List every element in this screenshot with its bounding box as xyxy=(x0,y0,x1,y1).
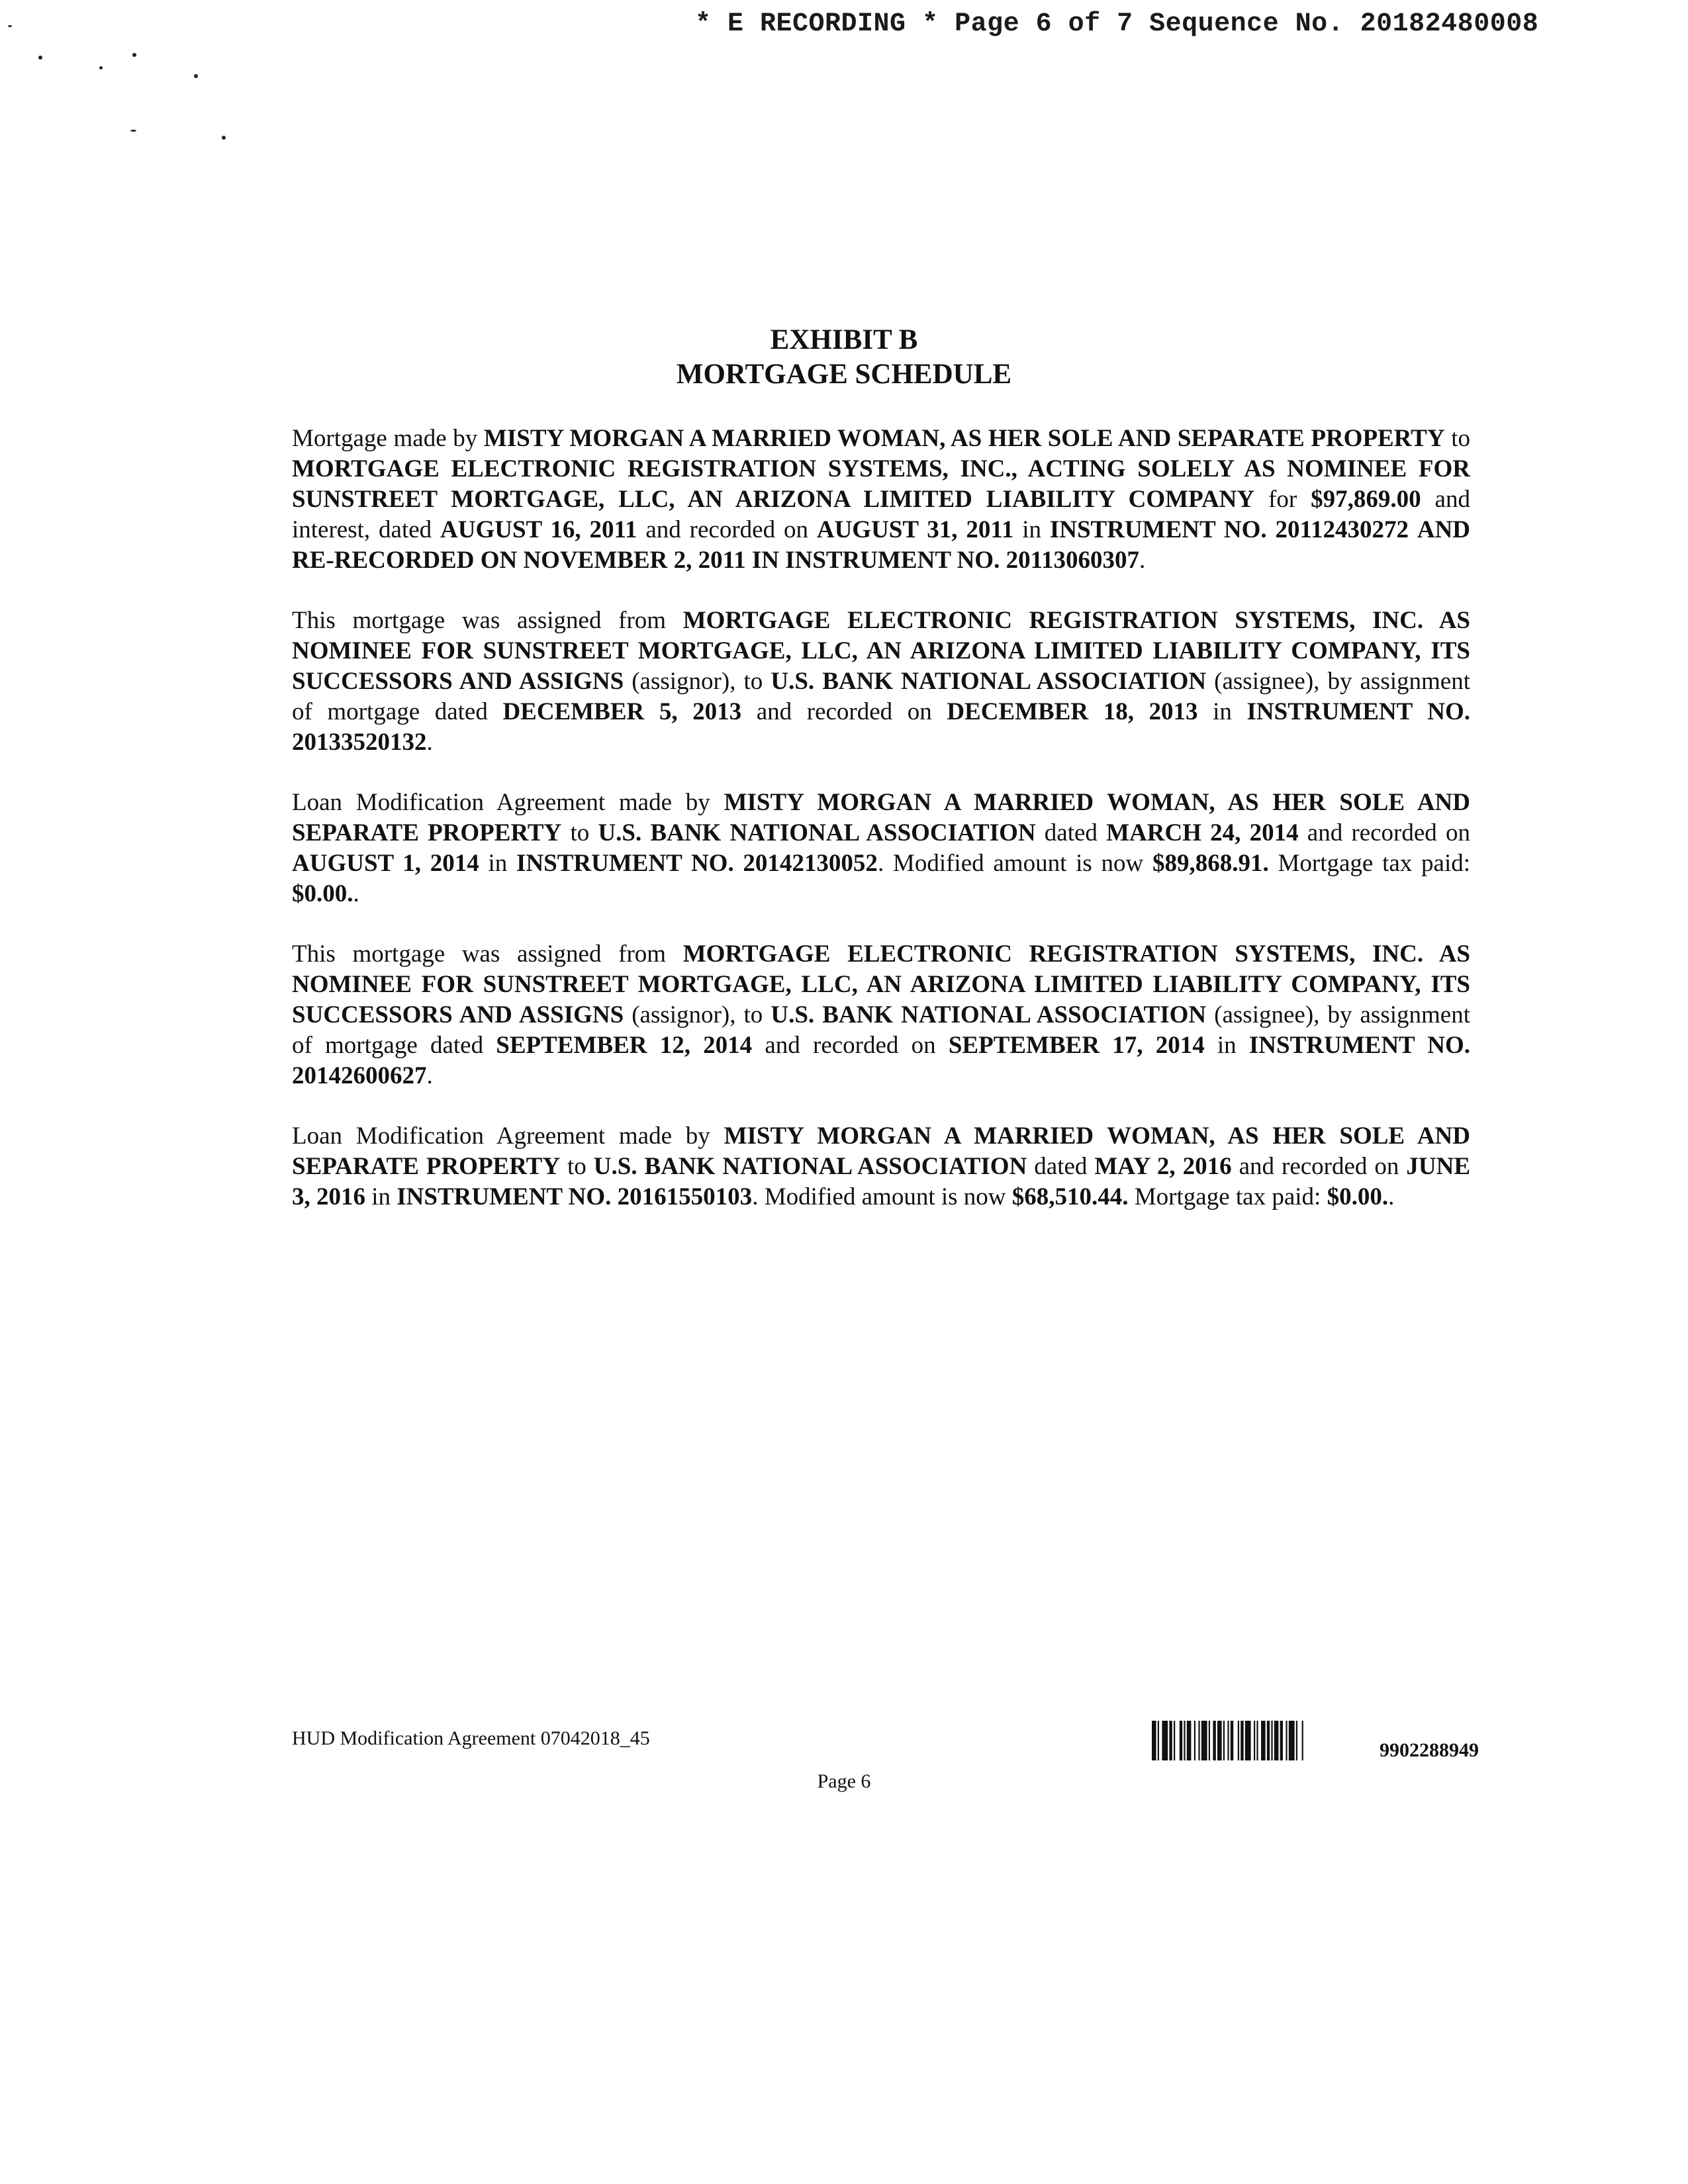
text-run: Mortgage made by xyxy=(292,425,484,452)
scan-speck xyxy=(8,25,12,27)
text-run: in xyxy=(479,850,517,877)
barcode-bar xyxy=(1256,1721,1258,1760)
barcode-bar xyxy=(1187,1721,1192,1760)
bold-run: DECEMBER 18, 2013 xyxy=(947,698,1198,725)
text-run: in xyxy=(365,1183,397,1210)
bold-run: MISTY MORGAN A MARRIED WOMAN, AS HER SOLE AND SEPARATE PROPERTY xyxy=(483,425,1445,452)
bold-run: $0.00. xyxy=(292,880,353,907)
barcode-bar xyxy=(1169,1721,1172,1760)
barcode-bar xyxy=(1184,1721,1185,1760)
barcode-bar xyxy=(1158,1721,1159,1760)
barcode-bar xyxy=(1274,1721,1279,1760)
scan-speck xyxy=(222,136,226,140)
bold-run: $89,868.91. xyxy=(1152,850,1269,877)
barcode-bar xyxy=(1245,1721,1251,1760)
barcode-bar xyxy=(1271,1721,1272,1760)
text-run: and recorded on xyxy=(752,1032,949,1059)
text-run: Mortgage tax paid: xyxy=(1268,850,1471,877)
bold-run: U.S. BANK NATIONAL ASSOCIATION xyxy=(771,668,1207,695)
barcode-bar xyxy=(1213,1721,1215,1760)
barcode-bar xyxy=(1302,1721,1303,1760)
bold-run: MORTGAGE ELECTRONIC REGISTRATION SYSTEMS, INC., ACTING SOLELY AS NOMINEE FOR SUNSTREET MORTGAGE, LLC, AN ARIZONA LIMITED LIABILITY COMPANY xyxy=(292,455,1470,513)
scan-speck xyxy=(130,130,136,132)
text-run: Mortgage tax paid: xyxy=(1128,1183,1327,1210)
exhibit-heading xyxy=(0,323,1688,392)
text-run: This mortgage was assigned from xyxy=(292,607,683,634)
scan-speck xyxy=(194,74,198,78)
text-run: Loan Modification Agreement made by xyxy=(292,789,724,816)
schedule-paragraph-modification-1 xyxy=(292,788,1470,909)
bold-run: U.S. BANK NATIONAL ASSOCIATION xyxy=(771,1001,1207,1028)
bold-run: $68,510.44. xyxy=(1011,1183,1129,1210)
text-run: . Modified amount is now xyxy=(752,1183,1012,1210)
bold-run: AUGUST 1, 2014 xyxy=(292,850,479,877)
scan-speck xyxy=(99,66,103,69)
text-run: (assignor), to xyxy=(624,668,771,695)
schedule-paragraph-original-mortgage xyxy=(292,424,1470,576)
bold-run: INSTRUMENT NO. 20142600627 xyxy=(292,1032,1471,1089)
bold-run: MORTGAGE ELECTRONIC REGISTRATION SYSTEMS, INC. AS NOMINEE FOR SUNSTREET MORTGAGE, LLC, AN ARIZONA LIMITED LIABILITY COMPANY, ITS SUCCESSORS AND ASSIGNS xyxy=(292,940,1470,1028)
text-run: and recorded on xyxy=(741,698,947,725)
barcode-bar xyxy=(1231,1721,1233,1760)
bold-run: SEPTEMBER 17, 2014 xyxy=(948,1032,1205,1059)
barcode-bar xyxy=(1238,1721,1239,1760)
text-run: dated xyxy=(1027,1153,1095,1180)
schedule-paragraph-assignment-1 xyxy=(292,606,1470,758)
text-run: for xyxy=(1254,486,1311,513)
document-label: HUD Modification Agreement 07042018_45 xyxy=(292,1727,650,1749)
bold-run: INSTRUMENT NO. 20112430272 xyxy=(1049,516,1409,543)
barcode-bar xyxy=(1152,1721,1156,1760)
exhibit-title: EXHIBIT B xyxy=(770,324,918,355)
barcode-bar xyxy=(1261,1721,1266,1760)
bold-run: DECEMBER 5, 2013 xyxy=(502,698,742,725)
text-run: in xyxy=(1197,698,1247,725)
text-run: to xyxy=(1444,425,1470,452)
barcode-bar xyxy=(1174,1721,1175,1760)
text-run: and recorded on xyxy=(1298,819,1470,846)
bold-run: AUGUST 31, 2011 xyxy=(816,516,1014,543)
barcode-bar xyxy=(1223,1721,1225,1760)
barcode-bar xyxy=(1201,1721,1207,1760)
bold-run: INSTRUMENT NO. 20142130052 xyxy=(516,850,878,877)
bold-run: MISTY MORGAN A MARRIED WOMAN, AS HER SOLE AND SEPARATE PROPERTY xyxy=(292,789,1470,846)
text-run xyxy=(1409,516,1417,543)
text-run: (assignee), by assignment of mortgage dated xyxy=(292,1001,1470,1059)
text-run: . xyxy=(353,880,359,907)
barcode-bar xyxy=(1241,1721,1243,1760)
bold-run: INSTRUMENT NO. 20161550103 xyxy=(397,1183,753,1210)
barcode-bar xyxy=(1227,1721,1229,1760)
text-run: . xyxy=(1388,1183,1395,1210)
text-run: and recorded on xyxy=(1231,1153,1407,1180)
recording-header: * E RECORDING * Page 6 of 7 Sequence No. 20182480008 xyxy=(695,9,1539,39)
barcode-bar xyxy=(1267,1721,1270,1760)
text-run: Loan Modification Agreement made by xyxy=(292,1122,724,1150)
text-run: (assignor), to xyxy=(624,1001,771,1028)
text-run: . xyxy=(1139,547,1146,574)
bold-run: MORTGAGE ELECTRONIC REGISTRATION SYSTEMS, INC. AS NOMINEE FOR SUNSTREET MORTGAGE, LLC, AN ARIZONA LIMITED LIABILITY COMPANY, ITS SUCCESSORS AND ASSIGNS xyxy=(292,607,1470,695)
barcode-bar xyxy=(1194,1721,1196,1760)
bold-run: MAY 2, 2016 xyxy=(1094,1153,1232,1180)
barcode-bar xyxy=(1286,1721,1287,1760)
barcode-bar xyxy=(1162,1721,1168,1760)
bold-run: SEPTEMBER 12, 2014 xyxy=(496,1032,753,1059)
barcode-graphic xyxy=(1152,1721,1377,1760)
barcode-bar xyxy=(1280,1721,1283,1760)
mortgage-schedule-body xyxy=(292,424,1470,1242)
page-number: Page 6 xyxy=(817,1770,871,1792)
barcode-bar xyxy=(1254,1721,1255,1760)
text-run: (assignee), by assignment of mortgage dated xyxy=(292,668,1470,725)
bold-run: AND RE-RECORDED ON NOVEMBER 2, 2011 IN INSTRUMENT NO. 20113060307 xyxy=(292,516,1471,574)
bold-run: AUGUST 16, 2011 xyxy=(440,516,637,543)
bold-run: U.S. BANK NATIONAL ASSOCIATION xyxy=(598,819,1036,846)
text-run: and interest, dated xyxy=(292,486,1470,543)
text-run: . xyxy=(426,1062,433,1089)
text-run: . xyxy=(426,729,433,756)
barcode-bar xyxy=(1180,1721,1182,1760)
text-run: to xyxy=(560,1153,594,1180)
text-run: to xyxy=(561,819,598,846)
barcode-bar xyxy=(1198,1721,1199,1760)
bold-run: INSTRUMENT NO. 20133520132 xyxy=(292,698,1470,756)
barcode-block xyxy=(1152,1721,1479,1760)
bold-run: $0.00. xyxy=(1327,1183,1389,1210)
barcode-bar xyxy=(1217,1721,1222,1760)
bold-run: MARCH 24, 2014 xyxy=(1106,819,1299,846)
barcode-bar xyxy=(1296,1721,1297,1760)
schedule-paragraph-assignment-2 xyxy=(292,939,1470,1091)
bold-run: JUNE 3, 2016 xyxy=(292,1153,1470,1210)
text-run: . Modified amount is now xyxy=(877,850,1152,877)
scan-speck xyxy=(132,53,136,57)
barcode-bar xyxy=(1289,1721,1295,1760)
text-run: and recorded on xyxy=(637,516,817,543)
text-run: This mortgage was assigned from xyxy=(292,940,683,968)
bold-run: $97,869.00 xyxy=(1311,486,1421,513)
schedule-paragraph-modification-2 xyxy=(292,1121,1470,1212)
text-run: dated xyxy=(1035,819,1107,846)
bold-run: U.S. BANK NATIONAL ASSOCIATION xyxy=(593,1153,1027,1180)
scan-speck xyxy=(38,56,42,60)
barcode-number: 9902288949 xyxy=(1380,1739,1479,1761)
exhibit-subtitle: MORTGAGE SCHEDULE xyxy=(676,359,1012,390)
bold-run: MISTY MORGAN A MARRIED WOMAN, AS HER SOLE AND SEPARATE PROPERTY xyxy=(292,1122,1470,1180)
barcode-bar xyxy=(1209,1721,1210,1760)
text-run: in xyxy=(1204,1032,1249,1059)
text-run: in xyxy=(1013,516,1050,543)
